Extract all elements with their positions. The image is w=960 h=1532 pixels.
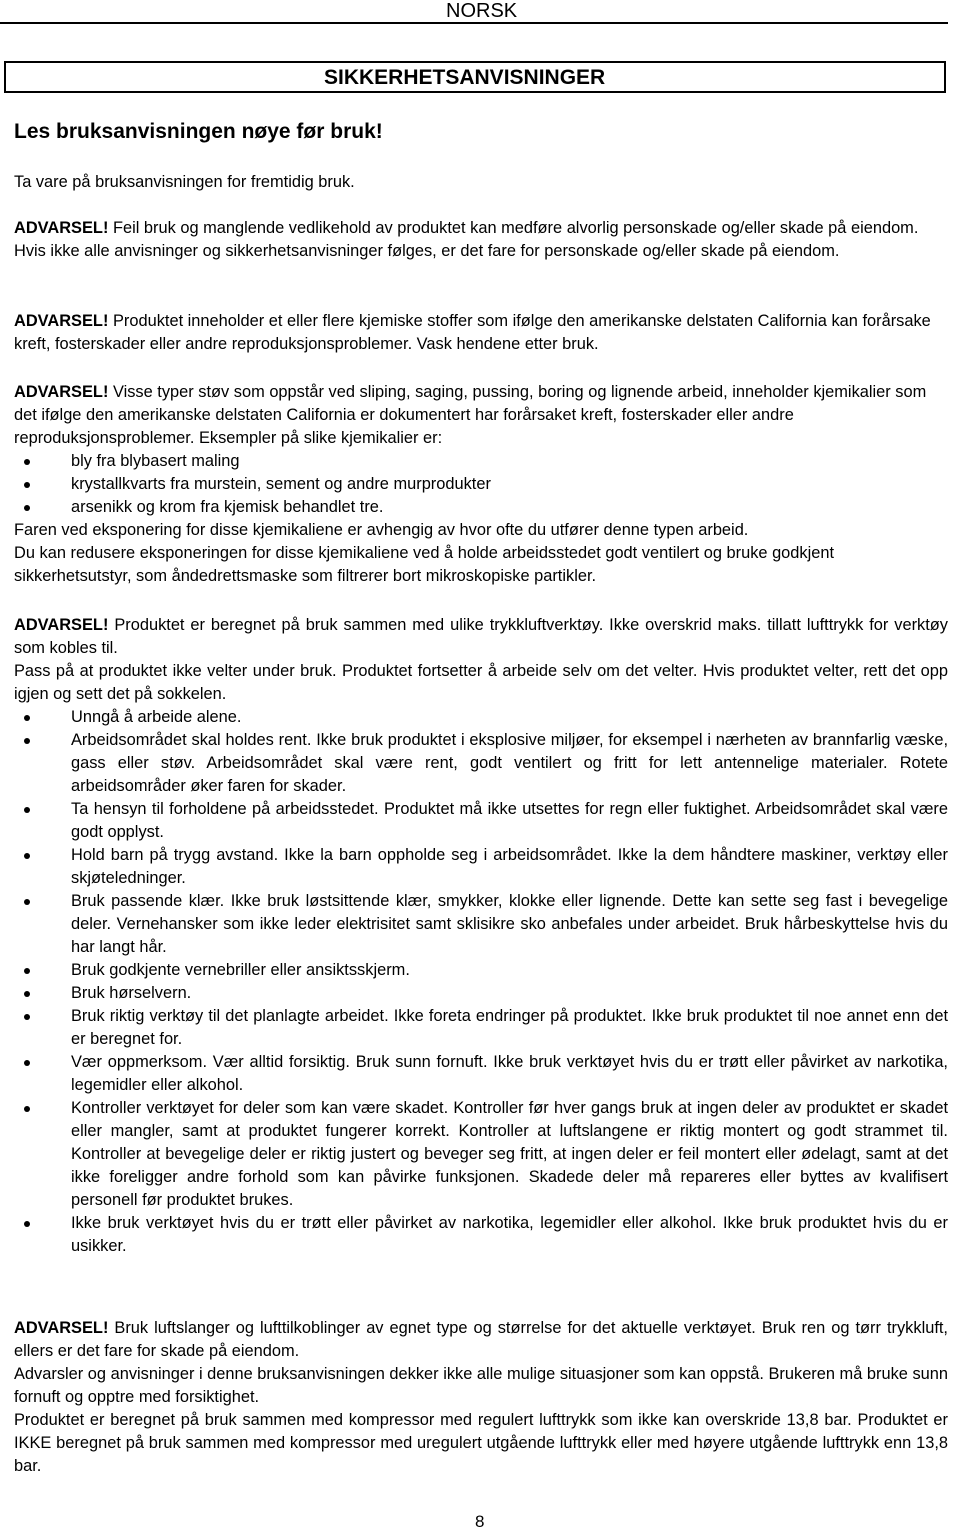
list-item: Bruk passende klær. Ikke bruk løstsittende klær, smykker, klokke eller lignende. Dette kan sette seg fast i bevegelige deler. Vernehansker som ikke leder elektrisitet samt sklisikre sko anbefales under arbeidet. Bruk hårbeskyttelse hvis du har langt hår. (14, 890, 948, 959)
list-item: Unngå å arbeide alene. (14, 706, 948, 729)
page-number: 8 (475, 1512, 485, 1531)
warning-text: Bruk luftslanger og lufttilkoblinger av egnet type og størrelse for det aktuelle verktøyet. Bruk ren og tørr trykkluft, ellers er det fare for skade på eiendom. (14, 1319, 948, 1360)
list-item: arsenikk og krom fra kjemisk behandlet tre. (14, 496, 948, 519)
warning-paragraph (14, 310, 948, 356)
warning-text: Produktet er beregnet på bruk sammen med ulike trykkluftverktøy. Ikke overskrid maks. tillatt lufttrykk for verktøy som kobles til. (14, 616, 948, 657)
warning-paragraph (14, 381, 948, 450)
warning-text: Feil bruk og manglende vedlikehold av produktet kan medføre alvorlig personskade og/eller skade på eiendom. Hvis ikke alle anvisninger og sikkerhetsanvisninger følges, er det fare for personskade og/eller skade på eiendom. (14, 219, 919, 260)
list-item: Bruk godkjente vernebriller eller ansiktsskjerm. (14, 959, 948, 982)
warning-paragraph (14, 1317, 948, 1363)
exposure-paragraph: Faren ved eksponering for disse kjemikaliene er avhengig av hvor ofte du utfører denne typen arbeid. (14, 521, 749, 539)
read-instructions-heading: Les bruksanvisningen nøye før bruk! (14, 120, 383, 143)
warning-paragraph (14, 217, 948, 263)
list-item: krystallkvarts fra murstein, sement og andre murprodukter (14, 473, 948, 496)
list-item: Hold barn på trygg avstand. Ikke la barn oppholde seg i arbeidsområdet. Ikke la dem håndtere maskiner, verktøy eller skjøteledninger. (14, 844, 948, 890)
warning-text: Produktet inneholder et eller flere kjemiske stoffer som ifølge den amerikanske delstaten California kan forårsake kreft, fosterskader eller andre reproduksjonsproblemer. Vask hendene etter bruk. (14, 312, 931, 353)
safety-rules-list (14, 706, 948, 1258)
list-item: Ta hensyn til forholdene på arbeidsstedet. Produktet må ikke utsettes for regn eller fuktighet. Arbeidsområdet skal være godt opplyst. (14, 798, 948, 844)
section-title: SIKKERHETSANVISNINGER (324, 66, 606, 89)
warning-label: ADVARSEL! (14, 219, 109, 237)
warning-block-2 (14, 310, 948, 356)
warning-block-3 (14, 381, 948, 588)
warning-paragraph (14, 614, 948, 660)
pressure-paragraph: Produktet er beregnet på bruk sammen med kompressor med regulert lufttrykk som ikke kan overskride 13,8 bar. Produktet er IKKE beregnet på bruk sammen med kompressor med uregulert utgående lufttrykk eller med høyere utgående lufttrykk enn 13,8 bar. (14, 1411, 948, 1475)
list-item: Kontroller verktøyet for deler som kan være skadet. Kontroller før hver gangs bruk at ingen deler av produktet er skadet eller mangler, samt at produktet fungerer korrekt. Kontroller at luftslangene er riktig montert og godt strammet til. Kontroller at bevegelige deler er riktig justert og beveger seg fritt, at ingen deler er feil montert eller ødelagt, samt at det ikke foreligger andre forhold som kan påvirke funksjonen. Skadede deler må repareres eller byttes av kvalifisert personell før produktet brukes. (14, 1097, 948, 1212)
warning-label: ADVARSEL! (14, 383, 109, 401)
chemical-examples-list (14, 450, 948, 519)
list-item: Bruk hørselvern. (14, 982, 948, 1005)
warning-label: ADVARSEL! (14, 312, 109, 330)
language-label: NORSK (446, 0, 518, 22)
warning-block-1 (14, 217, 948, 263)
section-title-box (4, 61, 946, 93)
warning-label: ADVARSEL! (14, 616, 109, 634)
warning-text: Visse typer støv som oppstår ved sliping, saging, pussing, boring og lignende arbeid, inneholder kjemikalier som det ifølge den amerikanske delstaten California er dokumentert har forårsaket kreft, fosterskader eller andre reproduksjonsproblemer. Eksempler på slike kjemikalier er: (14, 383, 927, 447)
warning-label: ADVARSEL! (14, 1319, 109, 1337)
warning-block-5 (14, 1317, 948, 1478)
disclaimer-paragraph: Advarsler og anvisninger i denne bruksanvisningen dekker ikke alle mulige situasjoner som kan oppstå. Brukeren må bruke sunn fornuft og opptre med forsiktighet. (14, 1365, 948, 1406)
header-rule (0, 22, 948, 24)
keep-instructions-note: Ta vare på bruksanvisningen for fremtidig bruk. (14, 173, 355, 191)
warning-block-4 (14, 614, 948, 1258)
list-item: Arbeidsområdet skal holdes rent. Ikke bruk produktet i eksplosive miljøer, for eksempel i nærheten av brannfarlig væske, gass eller støv. Arbeidsområdet skal være rent, godt ventilert og fritt for lett antennelige materialer. Rotete arbeidsområder øker faren for skader. (14, 729, 948, 798)
list-item: Bruk riktig verktøy til det planlagte arbeidet. Ikke foreta endringer på produktet. Ikke bruk produktet til noe annet enn det er beregnet for. (14, 1005, 948, 1051)
list-item: bly fra blybasert maling (14, 450, 948, 473)
list-item: Ikke bruk verktøyet hvis du er trøtt eller påvirket av narkotika, legemidler eller alkohol. Ikke bruk produktet hvis du er usikker. (14, 1212, 948, 1258)
tip-over-paragraph: Pass på at produktet ikke velter under bruk. Produktet fortsetter å arbeide selv om det velter. Hvis produktet velter, rett det opp igjen og sett det på sokkelen. (14, 662, 948, 703)
list-item: Vær oppmerksom. Vær alltid forsiktig. Bruk sunn fornuft. Ikke bruk verktøyet hvis du er trøtt eller påvirket av narkotika, legemidler eller alkohol. (14, 1051, 948, 1097)
reduce-exposure-paragraph: Du kan redusere eksponeringen for disse kjemikaliene ved å holde arbeidsstedet godt ventilert og bruke godkjent sikkerhetsutstyr, som åndedrettsmaske som filtrerer bort mikroskopiske partikler. (14, 544, 835, 585)
